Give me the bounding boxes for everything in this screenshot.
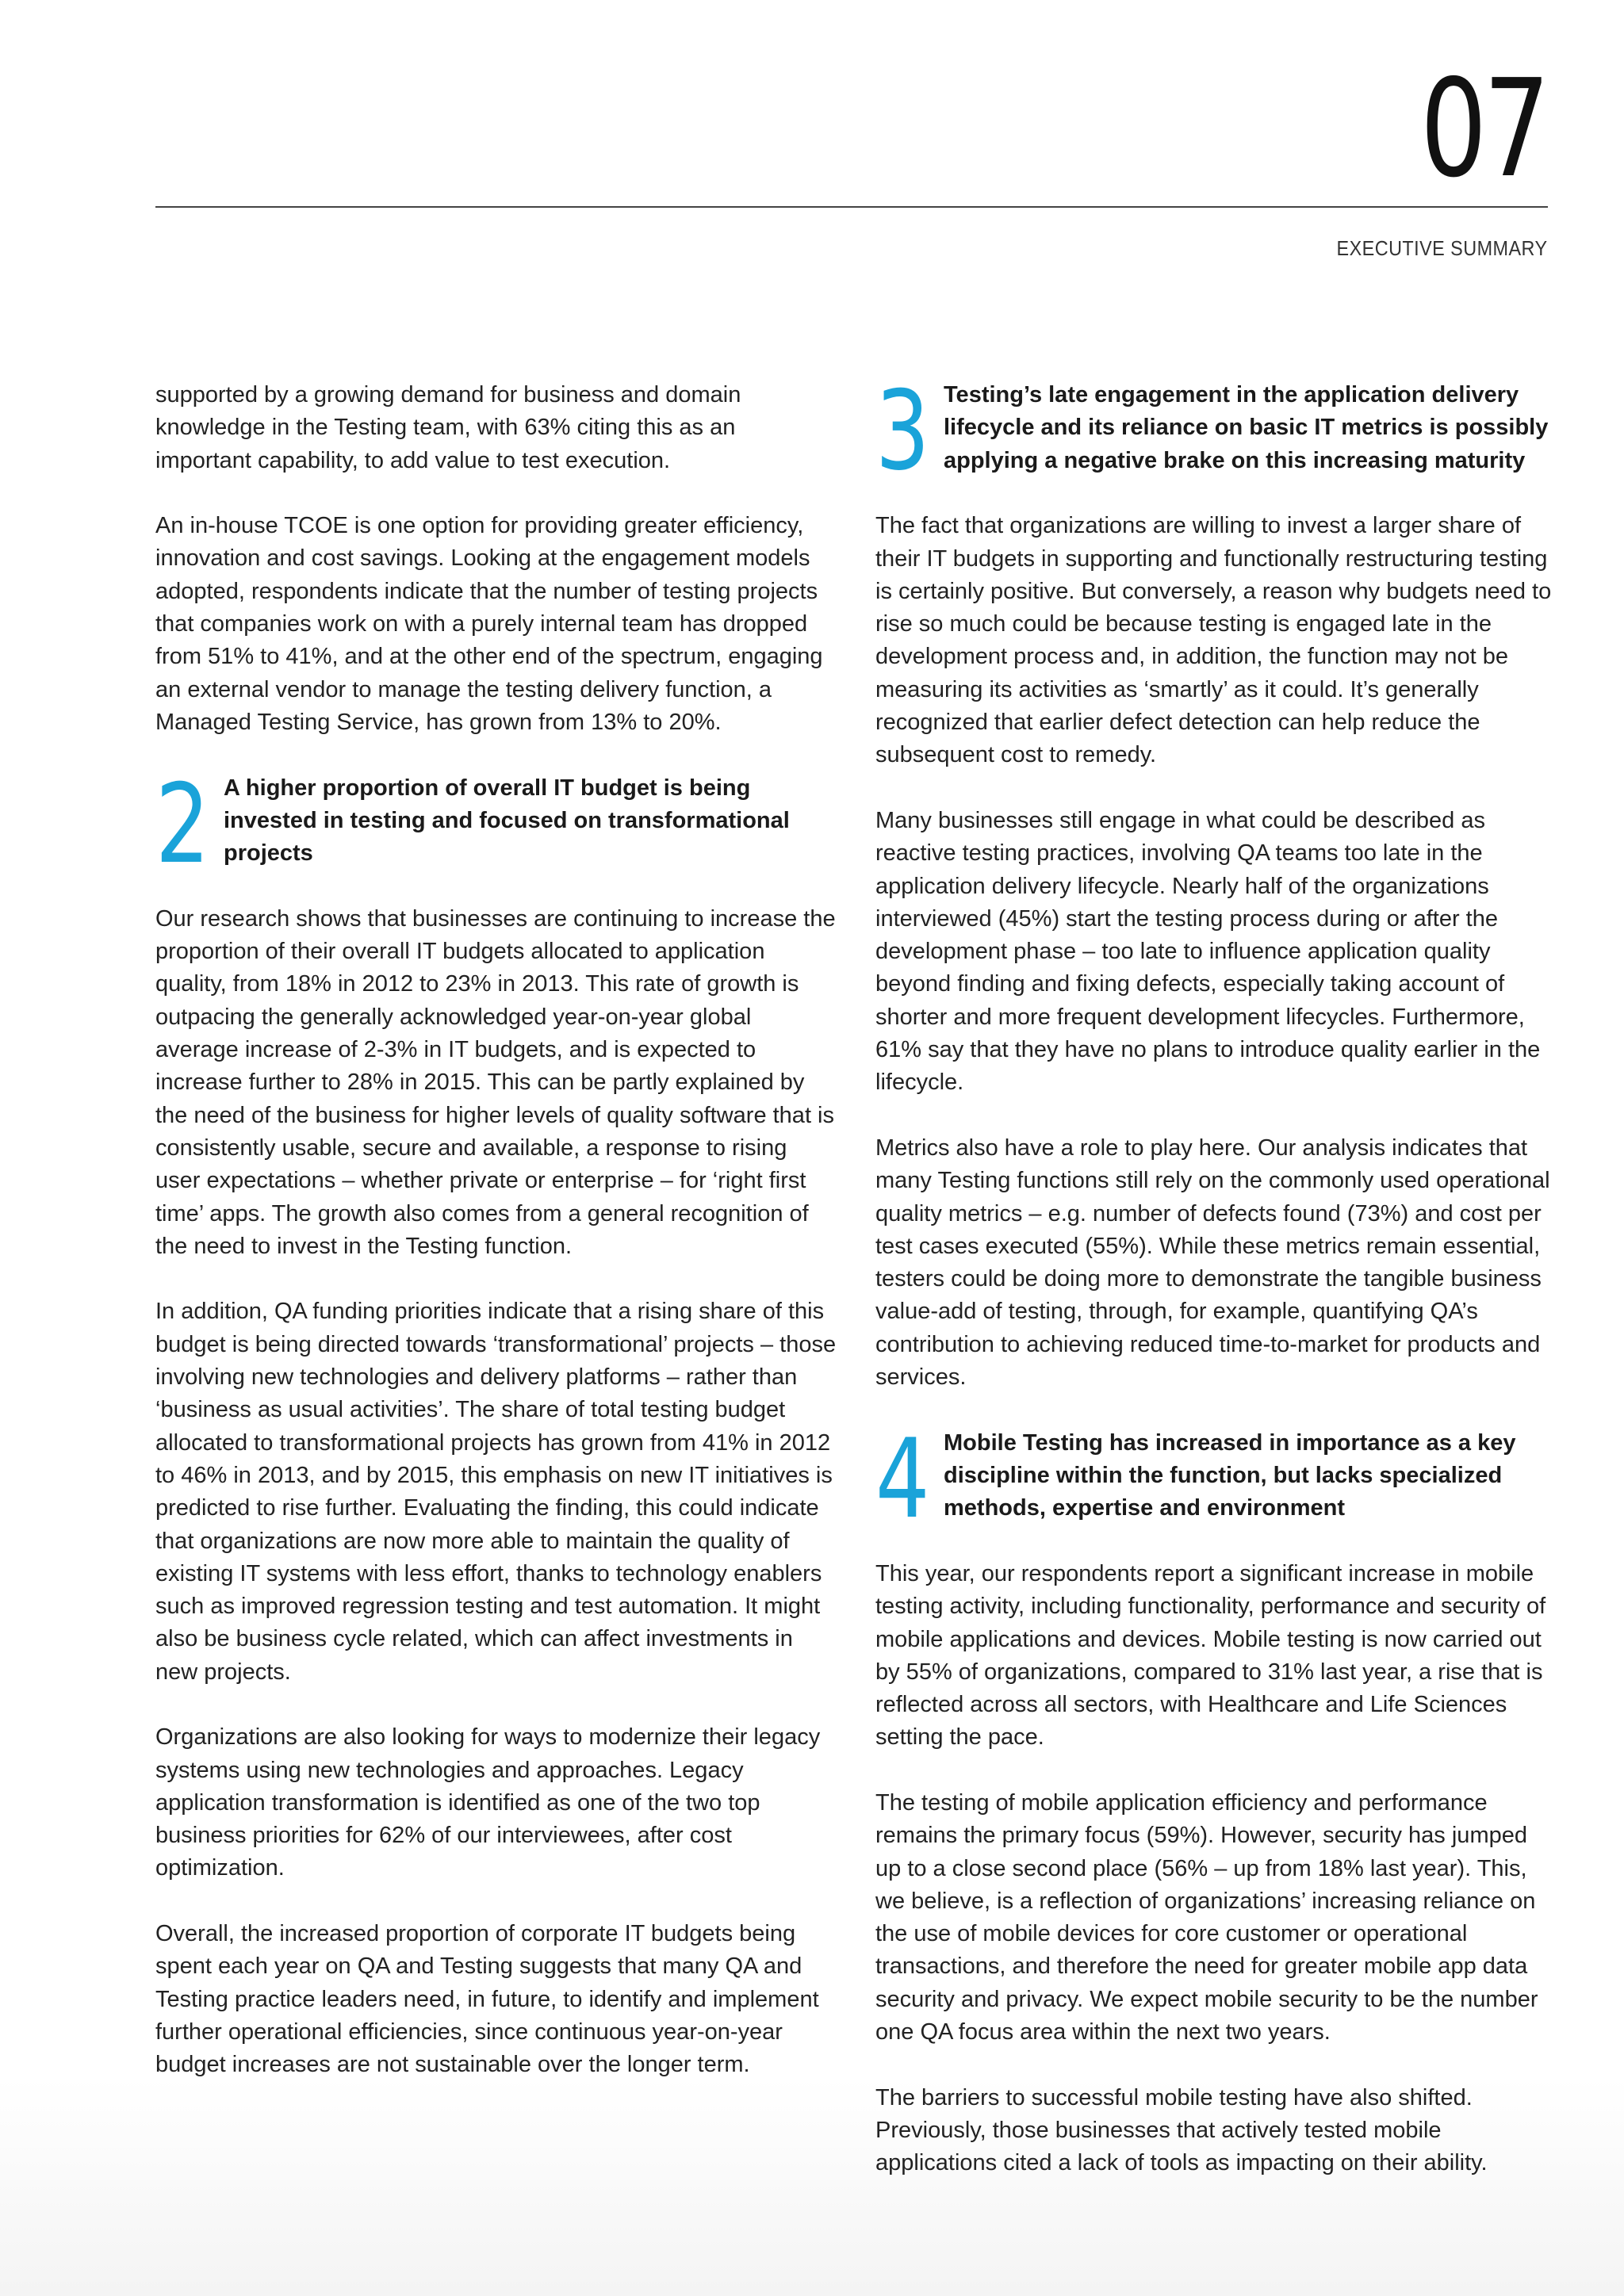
paragraph: Overall, the increased proportion of corporate IT budgets being spent each year on QA and Testing suggests that many QA and Testing practice leaders need, in future, to identify and implement further operational efficiencies, since continuous year-on-year budget increases are not sustainable over the longer term. xyxy=(155,1921,819,2078)
finding-number: 2 xyxy=(155,760,210,888)
paragraph: Organizations are also looking for ways to modernize their legacy systems using new technologies and approaches. Legacy application transformation is identified as one of the two top business priorities for 62% of our interviewees, after cost optimization. xyxy=(155,1724,821,1881)
finding-heading-4 xyxy=(875,1414,1557,1543)
finding-number: 3 xyxy=(875,367,930,495)
paragraph: The barriers to successful mobile testing have also shifted. Previously, those businesses that actively tested mobile applications cited a lack of tools as impacting on their ability. xyxy=(875,2084,1488,2176)
paragraph: Metrics also have a role to play here. Our analysis indicates that many Testing functions still rely on the commonly used operational quality metrics – e.g. number of defects found (73%) and cost per test cases executed (55%). While these metrics remain essential, testers could be doing more to demonstrate the tangible business value-add of testing, through, for example, quantifying QA’s contribution to achieving reduced time-to-market for products and services. xyxy=(875,1135,1550,1391)
page-number: 07 xyxy=(1419,51,1546,208)
right-column xyxy=(875,367,1557,2213)
finding-title: Mobile Testing has increased in importance as a key discipline within the function, but lacks specialized methods, expertise and environment xyxy=(944,1429,1516,1521)
paragraph: In addition, QA funding priorities indicate that a rising share of this budget is being directed towards ‘transformational’ projects – those involving new technologies and delivery platforms – rather than ‘business as usual activities’. The share of total testing budget allocated to transformational projects has grown from 41% in 2012 to 46% in 2013, and by 2015, this emphasis on new IT initiatives is predicted to rise further. Evaluating the finding, this could indicate that organizations are now more able to maintain the quality of existing IT systems with less effort, thanks to technology enablers such as improved regression testing and test automation. It might also be business cycle related, which can affect investments in new projects. xyxy=(155,1299,837,1685)
finding-heading-3 xyxy=(875,367,1557,495)
paragraph: The fact that organizations are willing to invest a larger share of their IT budgets in supporting and functionally restructuring testing is certainly positive. But conversely, a reason why budgets need to rise so much could be because testing is engaged late in the development process and, in addition, the function may not be measuring its activities as ‘smartly’ as it could. It’s generally recognized that earlier defect detection can help reduce the subsequent cost to remedy. xyxy=(875,513,1552,768)
paragraph: The testing of mobile application efficiency and performance remains the primary focus (59%). However, security has jumped up to a close second place (56% – up from 18% last year). This, we believe, is a reflection of organizations’ increasing reliance on the use of mobile devices for core customer or operational transactions, and therefore the need for greater mobile app data security and privacy. We expect mobile security to be the number one QA focus area within the next two years. xyxy=(875,1789,1538,2045)
paragraph: Our research shows that businesses are continuing to increase the proportion of their overall IT budgets allocated to application quality, from 18% in 2012 to 23% in 2013. This rate of growth is outpacing the generally acknowledged year-on-year global average increase of 2-3% in IT budgets, and is expected to increase further to 28% in 2015. This can be partly explained by the need of the business for higher levels of quality software that is consistently usable, secure and available, a response to rising user expectations – whether private or enterprise – for ‘right first time’ apps. The growth also comes from a general recognition of the need to invest in the Testing function. xyxy=(155,905,836,1259)
header-divider xyxy=(155,206,1548,208)
finding-heading-2 xyxy=(155,760,837,888)
section-label: EXECUTIVE SUMMARY xyxy=(1337,236,1548,260)
left-column xyxy=(155,379,837,2114)
paragraph: Many businesses still engage in what could be described as reactive testing practices, involving QA teams too late in the application delivery lifecycle. Nearly half of the organizations interviewed (45%) start the testing process during or after the development phase – too late to influence application quality beyond finding and fixing defects, especially taking account of shorter and more frequent development lifecycles. Furthermore, 61% say that they have no plans to introduce quality earlier in the lifecycle. xyxy=(875,807,1541,1096)
paragraph: This year, our respondents report a significant increase in mobile testing activity, including functionality, performance and security of mobile applications and devices. Mobile testing is now carried out by 55% of organizations, compared to 31% last year, a rise that is reflected across all sectors, with Healthcare and Life Sciences setting the pace. xyxy=(875,1560,1546,1751)
finding-title: A higher proportion of overall IT budget is being invested in testing and focused on transformational projects xyxy=(224,775,790,867)
paragraph: supported by a growing demand for business and domain knowledge in the Testing team, with 63% citing this as an important capability, to add value to test execution. xyxy=(155,382,741,473)
finding-number: 4 xyxy=(875,1414,930,1543)
paragraph: An in-house TCOE is one option for providing greater efficiency, innovation and cost savings. Looking at the engagement models adopted, respondents indicate that the number of testing projects that companies work on with a purely internal team has dropped from 51% to 41%, and at the other end of the spectrum, engaging an external vendor to manage the testing delivery function, a Managed Testing Service, has grown from 13% to 20%. xyxy=(155,513,823,735)
finding-title: Testing’s late engagement in the application delivery lifecycle and its reliance on basic IT metrics is possibly applying a negative brake on this increasing maturity xyxy=(944,382,1549,473)
